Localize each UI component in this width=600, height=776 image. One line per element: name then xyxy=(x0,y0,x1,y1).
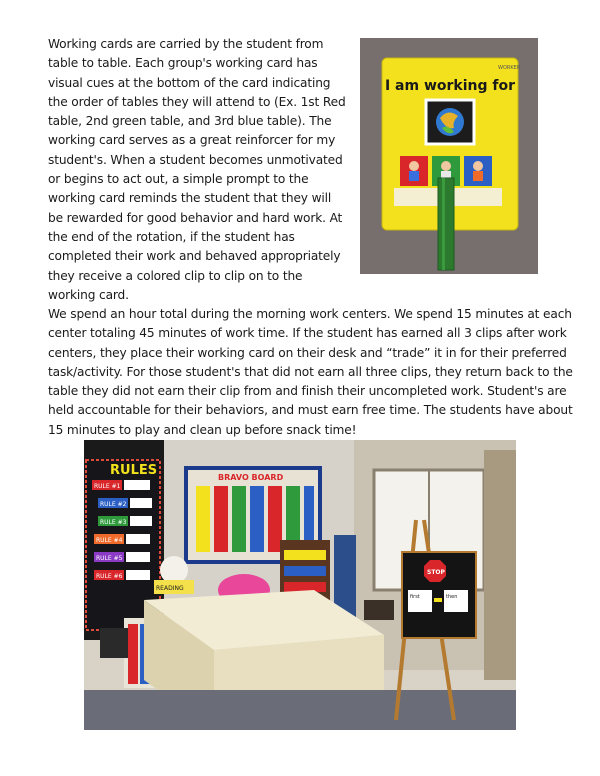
easel-then-label: then xyxy=(446,594,458,600)
schedule-paragraph: We spend an hour total during the morning work centers. We spend 15 minutes at each center totaling 45 minutes of work time. If the student has earned all 3 clips after work centers, they place their working card on their desk and “trade” it in for their preferred task/activity. For those student's that did not earn all three clips, they return back to the table they did not earn their clip from and finish their uncompleted work. Student's are held accountable for their behaviors, and must earn free time. The students have about 15 minutes to play and clean up before snack time! xyxy=(48,307,573,437)
rule-label: RULE #6 xyxy=(96,573,123,580)
intro-paragraph: Working cards are carried by the student from table to table. Each group's working card has visual cues at the bottom of the card indicating the order of tables they will attend to (Ex. 1st Red table, 2nd green table, and 3rd blue table). The working card serves as a great reinforcer for my student's. When a student becomes unmotivated or begins to act out, a simple prompt to the working card reminds the student that they will be rewarded for good behavior and hard work. At the end of the rotation, if the student has completed their work and behaved appropriately they receive a colored clip to clip on to the working card. xyxy=(48,37,346,302)
rules-banner: RULES xyxy=(110,463,158,478)
rule-label: RULE #1 xyxy=(94,483,121,490)
bravo-board-banner: BRAVO BOARD xyxy=(218,473,284,482)
bin-label: READING xyxy=(156,585,184,592)
card-corner-label: WORKER xyxy=(498,65,521,71)
rule-label: RULE #5 xyxy=(96,555,123,562)
stop-sign: STOP xyxy=(427,569,445,576)
rule-label: RULE #3 xyxy=(100,519,127,526)
card-title: I am working for xyxy=(384,78,516,94)
working-card-photo xyxy=(360,38,538,274)
green-clip xyxy=(438,178,454,270)
easel-first-label: first xyxy=(410,594,420,600)
classroom-photo xyxy=(84,440,516,730)
rule-label: RULE #4 xyxy=(96,537,123,544)
rule-label: RULE #2 xyxy=(100,501,127,508)
